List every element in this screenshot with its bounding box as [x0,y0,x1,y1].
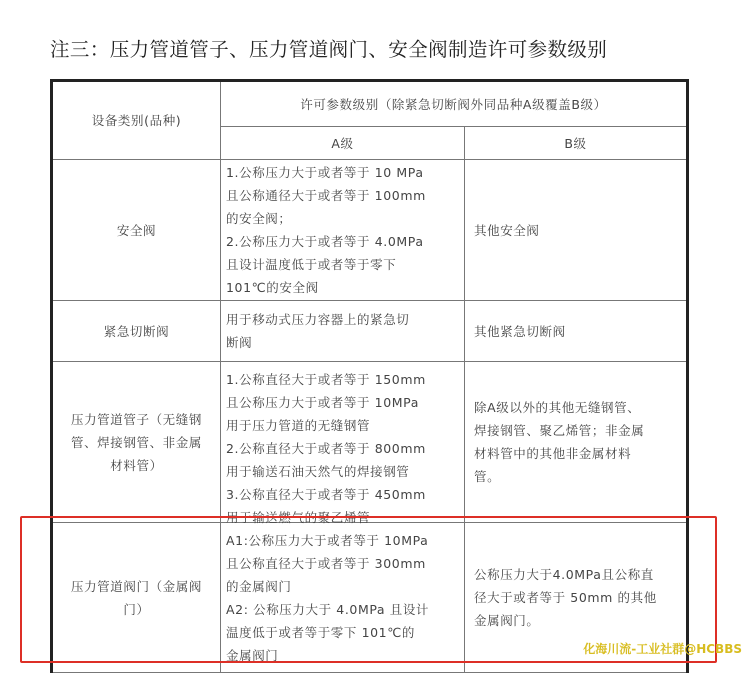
table-row [52,362,688,523]
cell-line: 径大于或者等于 50mm 的其他 [474,590,657,605]
cell-line: 用于输送燃气的聚乙烯管 [226,509,371,525]
level-a-cell [221,523,465,673]
cell-line: 用于移动式压力容器上的紧急切 [226,312,410,327]
cell-line: A1:公称压力大于或者等于 10MPa [226,532,429,548]
cell-line: 的金属阀门 [226,578,292,594]
category-cell: 安全阀 [52,160,221,301]
category-cell: 紧急切断阀 [52,301,221,362]
category-cell [52,362,221,523]
cell-line: 用于输送石油天然气的焊接钢管 [226,463,410,479]
cell-line: 1.公称直径大于或者等于 150mm [226,371,426,387]
table-row [52,301,688,362]
table-row [52,160,688,301]
category-header: 设备类别(品种) [52,81,221,160]
cell-line: 压力管道阀门（金属阀 [70,578,202,594]
level-b-cell [465,301,688,362]
cell-line: 的安全阀； [226,211,292,226]
cell-line: 其他紧急切断阀 [474,323,566,339]
param-level-header: 许可参数级别（除紧急切断阀外同品种A级覆盖B级） [221,81,688,127]
watermark: 化海川流-工业社群@HCBBS [583,642,742,656]
level-a-cell [221,301,465,362]
cell-line: 金属阀门。 [474,613,540,628]
cell-line: 公称压力大于4.0MPa且公称直 [474,567,654,582]
cell-line: A2: 公称压力大于 4.0MPa 且设计 [226,601,430,617]
level-b-cell [465,362,688,523]
cell-line: 且公称压力大于或者等于 10MPa [226,394,420,410]
cell-line: 材料管） [110,457,163,473]
cell-line: 101℃的安全阀 [226,280,319,295]
cell-line: 用于压力管道的无缝钢管 [226,417,371,433]
page-title: 注三：压力管道管子、压力管道阀门、安全阀制造许可参数级别 [50,38,608,61]
cell-line: 2.公称压力大于或者等于 4.0MPa [226,234,424,249]
cell-line: 温度低于或者等于零下 101℃的 [226,624,415,640]
cell-line: 管、焊接钢管、非金属 [70,434,202,450]
cell-line: 其他安全阀 [474,222,540,238]
cell-line: 金属阀门 [226,647,279,663]
cell-line: 1.公称压力大于或者等于 10 MPa [226,165,424,180]
cell-line: 3.公称直径大于或者等于 450mm [226,486,426,502]
level-b-cell [465,160,688,301]
cell-line: 2.公称直径大于或者等于 800mm [226,440,426,456]
permit-parameter-table [50,79,689,673]
level-a-header: A级 [221,127,465,160]
cell-line: 且公称直径大于或者等于 300mm [226,555,426,571]
cell-line: 且设计温度低于或者等于零下 [226,257,397,272]
level-a-cell [221,160,465,301]
cell-line: 压力管道管子（无缝钢 [70,411,202,427]
cell-line: 材料管中的其他非金属材料 [474,446,632,461]
cell-line: 门） [123,601,150,617]
cell-line: 且公称通径大于或者等于 100mm [226,188,426,203]
level-b-header: B级 [465,127,688,160]
table-header-row [52,81,688,127]
level-a-cell [221,362,465,523]
cell-line: 焊接钢管、聚乙烯管；非金属 [474,423,645,438]
category-cell [52,523,221,673]
cell-line: 管。 [474,469,501,484]
cell-line: 除A级以外的其他无缝钢管、 [474,400,641,415]
cell-line: 断阀 [226,335,253,350]
